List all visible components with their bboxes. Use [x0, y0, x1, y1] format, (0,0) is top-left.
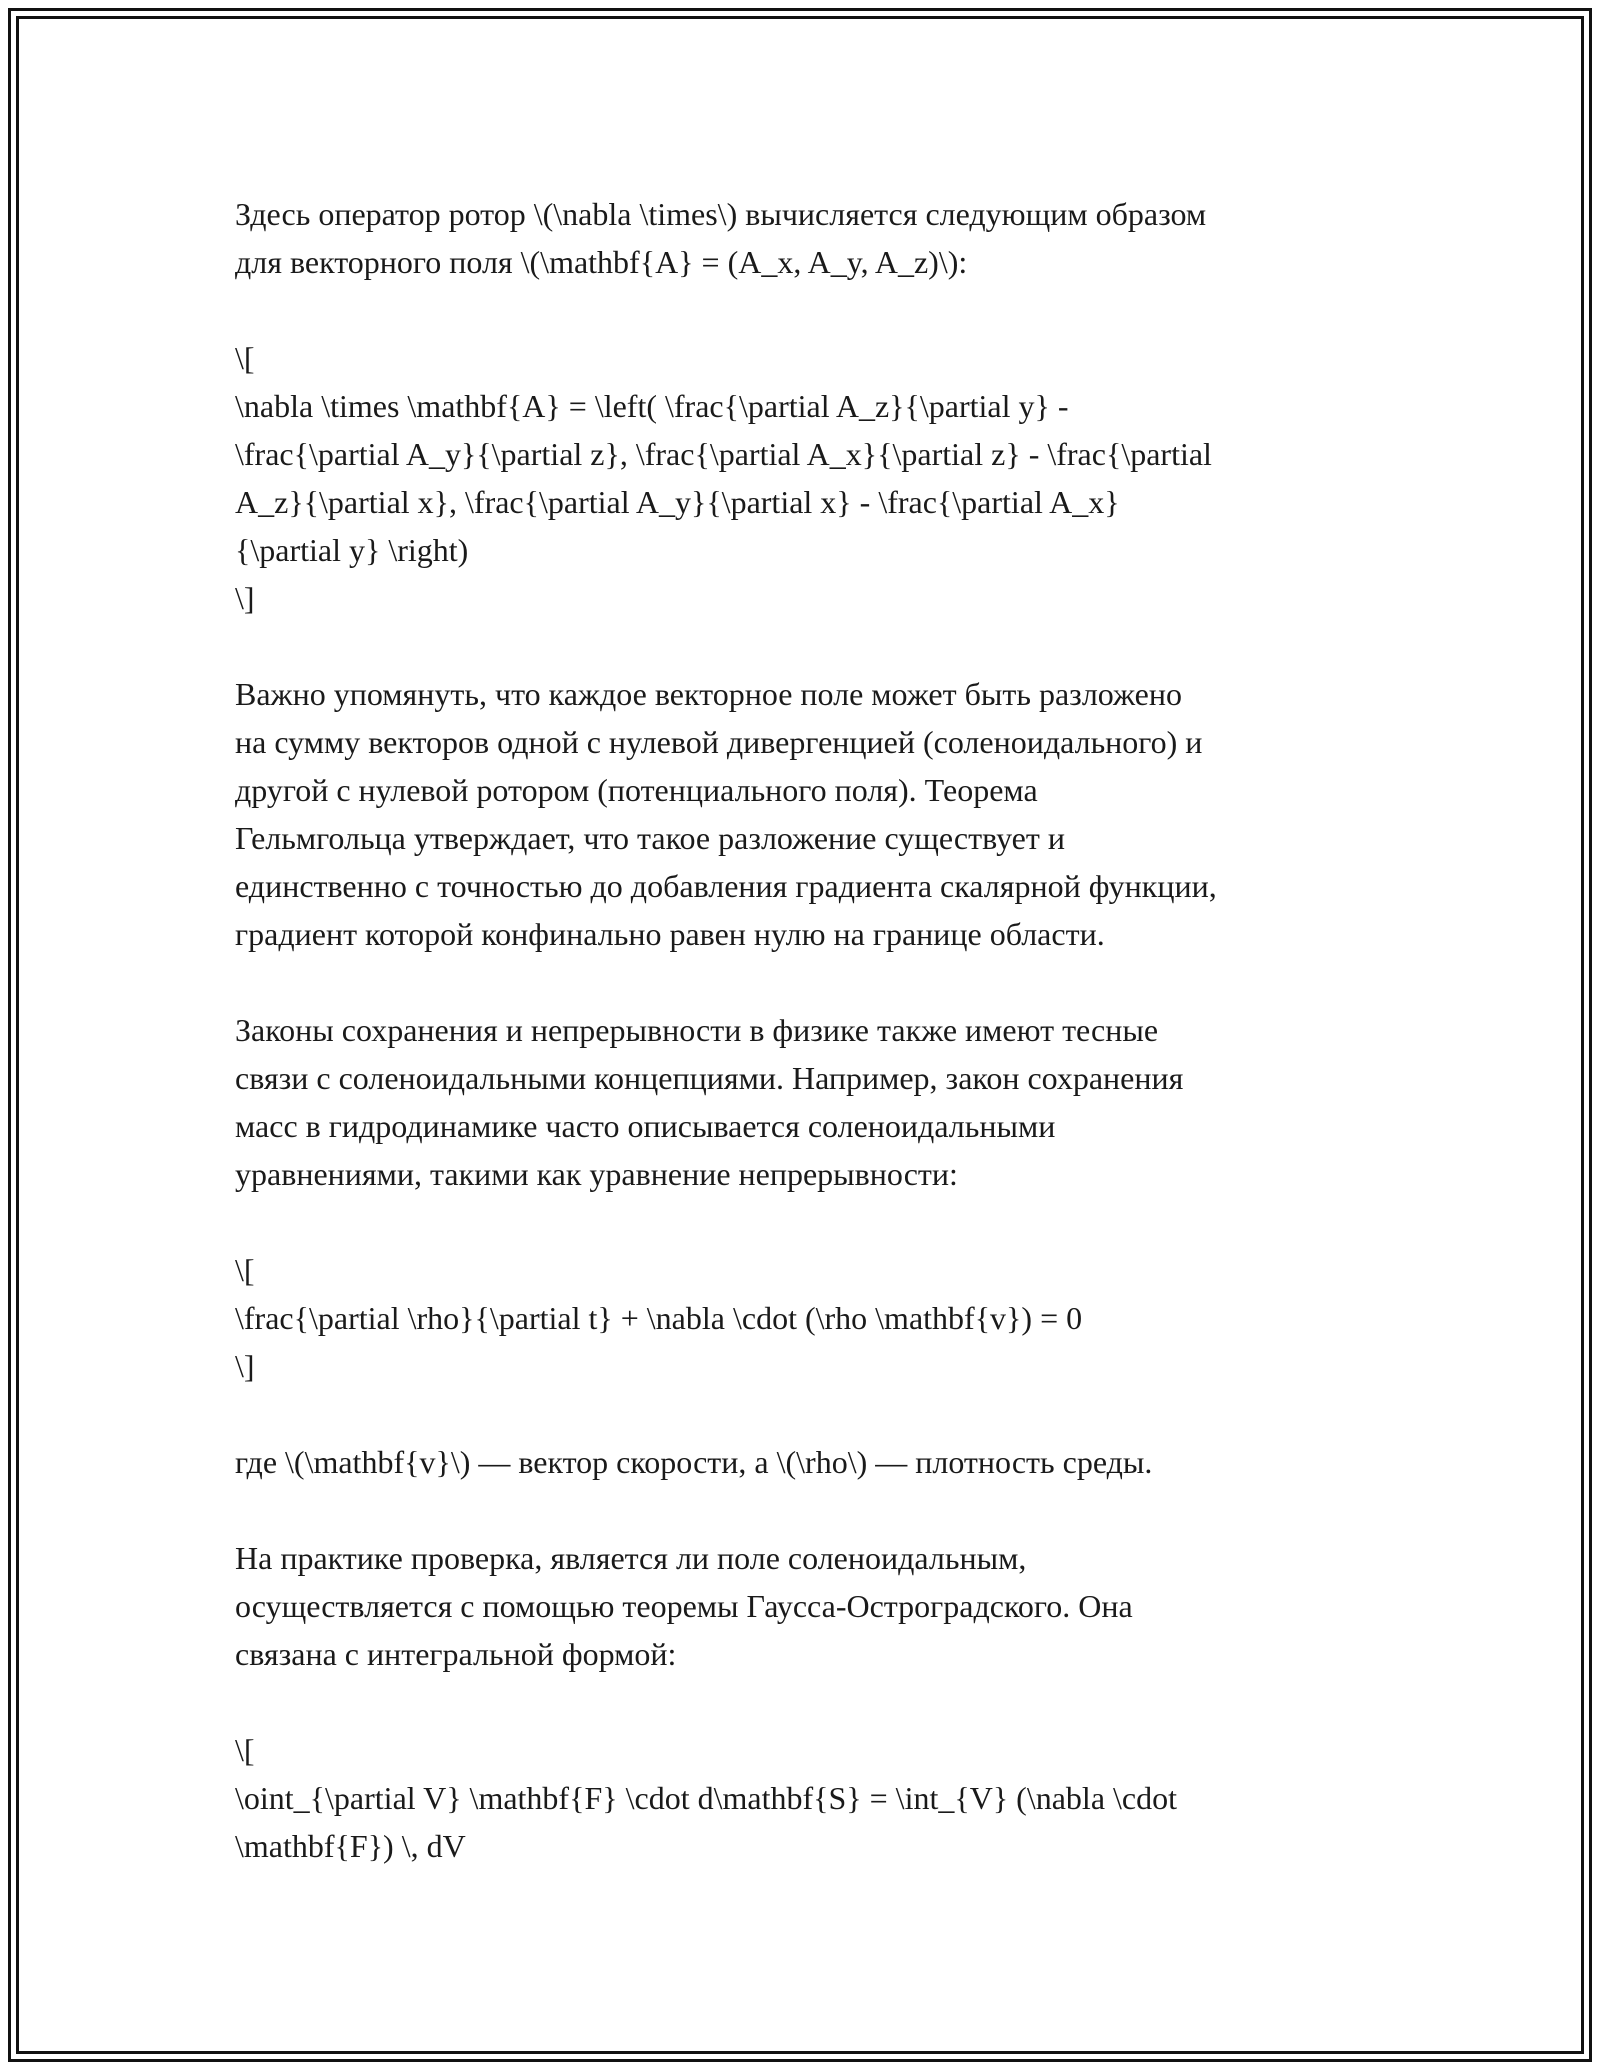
document-body — [235, 190, 1375, 1870]
paragraph-curl-intro: Здесь оператор ротор \(\nabla \times\) вычисляется следующим образом для векторного поля \(\mathbf{A} = (A_x, A_y, A_z)\): — [235, 196, 1207, 280]
formula-divergence-theorem: \[ \oint_{\partial V} \mathbf{F} \cdot d\mathbf{S} = \int_{V} (\nabla \cdot \mathbf{F}) \, dV — [235, 1732, 1177, 1864]
paragraph-variables: где \(\mathbf{v}\) — вектор скорости, а \(\rho\) — плотность среды. — [235, 1444, 1153, 1480]
formula-curl: \[ \nabla \times \mathbf{A} = \left( \frac{\partial A_z}{\partial y} - \frac{\partial A_y}{\partial z}, \frac{\partial A_x}{\partial z} - \frac{\partial A_z}{\partial x}, \frac{\partial A_y}{\partial x} - \frac{\partial A_x} {\partial y} \right) \] — [235, 340, 1212, 616]
paragraph-helmholtz: Важно упомянуть, что каждое векторное поле может быть разложено на сумму векторов одной с нулевой дивергенцией (соленоидального) и другой с нулевой ротором (потенциального поля). Теорема Гельмгольца утверждает, что такое разложение существует и единственно с точностью до добавления градиента скалярной функции, градиент которой конфинально равен нулю на границе области. — [235, 676, 1217, 952]
paragraph-gauss-ostrogradsky: На практике проверка, является ли поле соленоидальным, осуществляется с помощью теоремы Гаусса-Остроградского. Она связана с интегральной формой: — [235, 1540, 1133, 1672]
formula-continuity: \[ \frac{\partial \rho}{\partial t} + \nabla \cdot (\rho \mathbf{v}) = 0 \] — [235, 1252, 1083, 1384]
paragraph-conservation-laws: Законы сохранения и непрерывности в физике также имеют тесные связи с соленоидальными концепциями. Например, закон сохранения масс в гидродинамике часто описывается соленоидальными уравнениями, такими как уравнение непрерывности: — [235, 1012, 1184, 1192]
